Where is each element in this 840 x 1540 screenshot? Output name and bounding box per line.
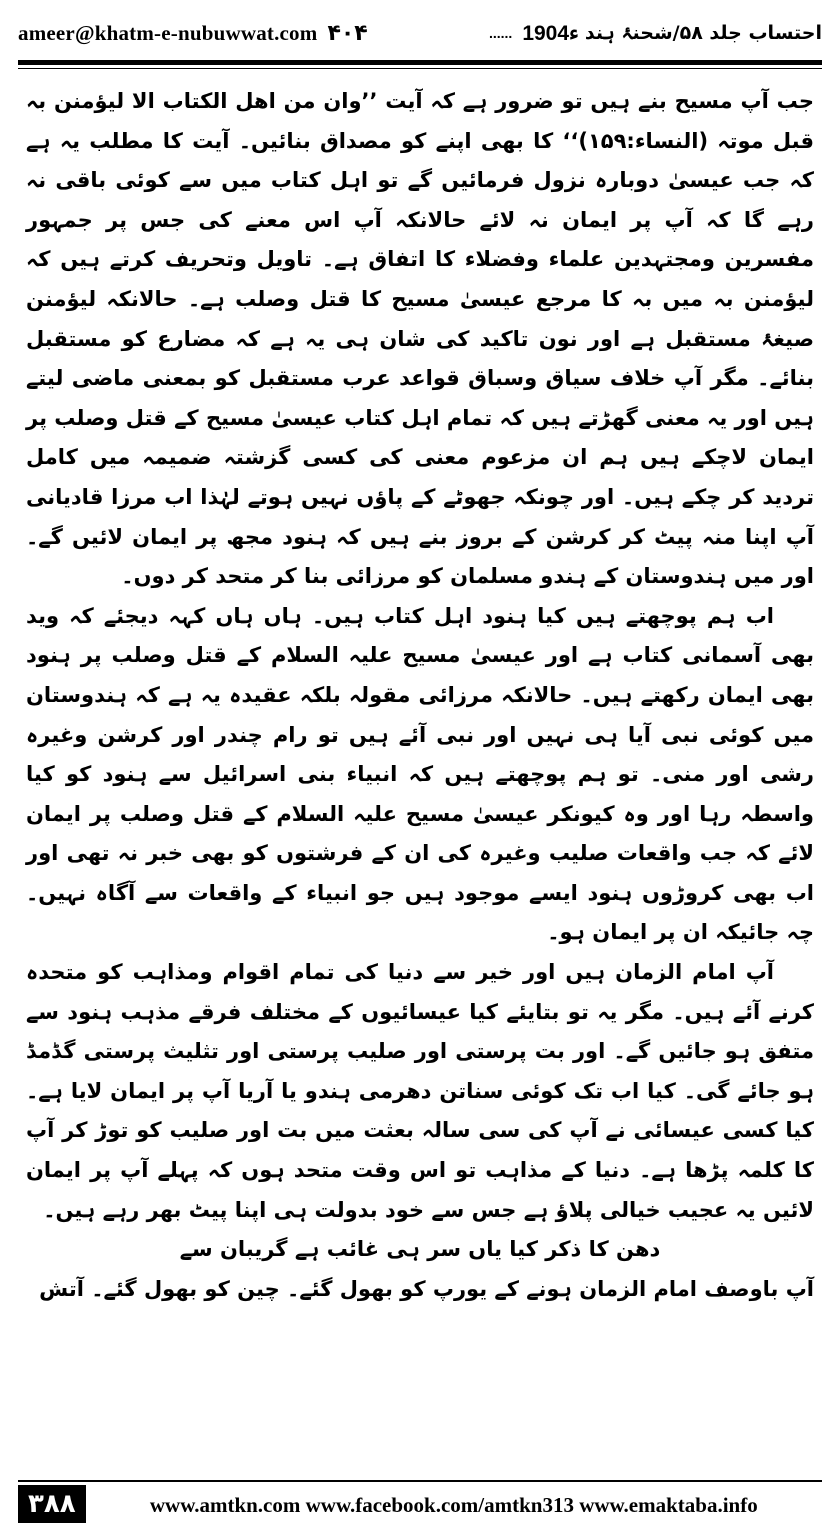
footer-page-number: ۳۸۸: [18, 1485, 86, 1523]
header-dots: ......: [488, 25, 513, 41]
header-page-number: ۴۰۴: [327, 20, 368, 46]
page-body: [26, 82, 814, 1462]
header-rule-thick: [18, 60, 822, 65]
header-right: [485, 21, 822, 46]
footer-links[interactable]: www.amtkn.com www.facebook.com/amtkn313 www.emaktaba.info: [149, 1492, 758, 1517]
header-rule-thin: [18, 68, 822, 69]
header-year: 1904ء: [522, 21, 579, 45]
page-header: [18, 10, 822, 56]
paragraph-1: جب آپ مسیح بنے ہیں تو ضرور ہے کہ آیت ’’وان من اھل الکتاب الا لیؤمنن بہ قبل موتہ (النساء:۱۵۹)‘‘ کا بھی اپنے کو مصداق بنائیں۔ آیت کا مطلب یہ ہے کہ جب عیسیٰ دوبارہ نزول فرمائیں گے تو اہل کتاب میں سے کوئی باقی نہ رہے گا کہ آپ پر ایمان نہ لائے حالانکہ آپ اس معنے کی جس پر جمہور مفسرین ومجتہدین علماء وفضلاء کا اتفاق ہے۔ تاویل وتحریف کرتے ہیں کہ لیؤمنن بہ میں بہ کا مرجع عیسیٰ مسیح کا قتل وصلب ہے۔ حالانکہ لیؤمنن صیغۂ مستقبل ہے اور نون تاکید کی شان ہی یہ ہے کہ مضارع کو مستقبل بنائے۔ مگر آپ خلاف سیاق وسباق قواعد عرب مستقبل کو بمعنی ماضی لیتے ہیں اور یہ معنی گھڑتے ہیں کہ تمام اہل کتاب عیسیٰ مسیح کے قتل وصلب پر ایمان لاچکے ہیں ہم ان مزعوم معنی کی کسی گزشتہ ضمیمہ میں کامل تردید کر چکے ہیں۔ اور چونکہ جھوٹے کے پاؤں نہیں ہوتے لہٰذا اب مرزا قادیانی آپ اپنا منہ پیٹ کر کرشن کے بروز بنے ہیں کہ ہنود مجھ پر ایمان لائیں گے۔ اور میں ہندوستان کے ہندو مسلمان کو مرزائی بنا کر متحد کر دوں۔: [26, 89, 814, 589]
paragraph-3: آپ امام الزمان ہیں اور خیر سے دنیا کی تمام اقوام ومذاہب کو متحدہ کرنے آئے ہیں۔ مگر یہ تو بتایئے کیا عیسائیوں کے مختلف فرقے مذہب ہنود سے متفق ہو جائیں گے۔ اور بت پرستی اور صلیب پرستی اور تثلیث پرستی گڈمڈ ہو جائے گی۔ کیا اب تک کوئی سناتن دھرمی ہندو یا آریا آپ پر ایمان لایا ہے۔ کیا کسی عیسائی نے آپ کی سی سالہ بعثت میں بت اور صلیب کو توڑ کر آپ کا کلمہ پڑھا ہے۔ دنیا کے مذاہب تو اس وقت متحد ہوں کہ پہلے آپ پر ایمان لائیں یہ عجیب خیالی پلاؤ ہے جس سے خود بدولت ہی اپنا پیٹ بھر رہے ہیں۔: [26, 960, 814, 1222]
verse-line-1: دھن کا ذکر کیا یاں سر ہی غائب ہے گریبان سے: [179, 1237, 661, 1262]
header-left: [18, 21, 368, 46]
verse-line-2: آپ باوصف امام الزمان ہونے کے یورپ کو بھول گئے۔ چین کو بھول گئے۔ آتش: [39, 1276, 814, 1301]
paragraph-2: اب ہم پوچھتے ہیں کیا ہنود اہل کتاب ہیں۔ ہاں ہاں کہہ دیجئے کہ وید بھی آسمانی کتاب ہے اور عیسیٰ مسیح علیہ السلام کے قتل وصلب پر ہنود بھی ایمان رکھتے ہیں۔ حالانکہ مرزائی مقولہ بلکہ عقیدہ یہ ہے کہ ہندوستان میں کوئی نبی آیا ہی نہیں اور نبی آئے ہیں تو رام چندر اور کرشن وغیرہ رشی اور منی۔ تو ہم پوچھتے ہیں کہ انبیاء بنی اسرائیل سے ہنود کو کیا واسطہ رہا اور وہ کیونکر عیسیٰ مسیح علیہ السلام کے قتل وصلب پر ایمان لائے کہ جب واقعات صلیب وغیرہ کی ان کے فرشتوں کو بھی خبر نہ تھی اور اب بھی کروڑوں ہنود ایسے موجود ہیں جو انبیاء کے واقعات سے آگاہ نہیں۔ چہ جائیکہ ان پر ایمان ہو۔: [26, 603, 814, 945]
header-email[interactable]: ameer@khatm-e-nubuwwat.com: [18, 20, 318, 45]
journal-title: احتساب جلد ۵۸/شحنۂ ہند: [584, 22, 822, 44]
page-footer: [18, 1480, 822, 1528]
